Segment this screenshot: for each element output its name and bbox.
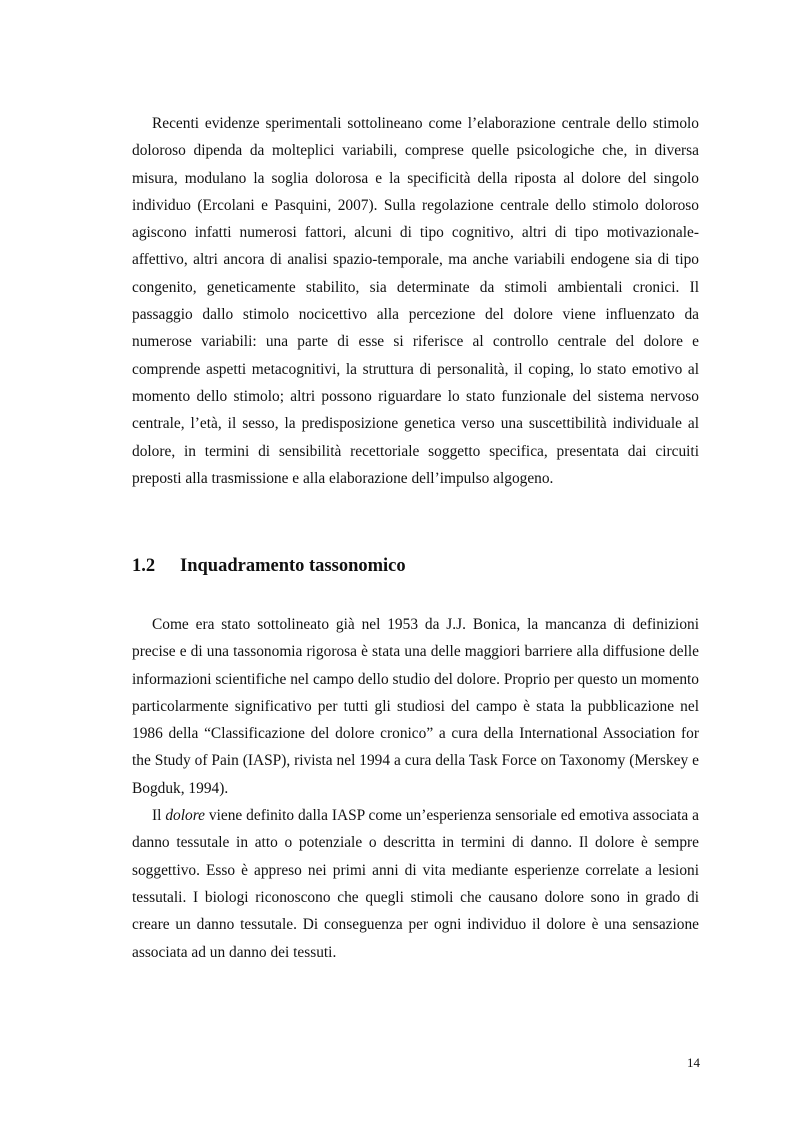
paragraph-3-rest: viene definito dalla IASP come un’esperienza sensoriale ed emotiva associata a danno tessutale in atto o potenziale o descritta in termini di danno. Il dolore è sempre soggettivo. Esso è appreso nei primi anni di vita mediante esperienze correlate a lesioni tessutali. I biologi riconoscono che quegli stimoli che causano dolore sono in grado di creare un danno tessutale. Di conseguenza per ogni individuo il dolore è una sensazione associata ad un danno dei tessuti.	[132, 807, 699, 961]
paragraph-3-lead: Il	[152, 807, 166, 825]
paragraph-3-emphasis: dolore	[165, 807, 205, 825]
section-heading	[132, 552, 406, 580]
paragraph-2: Come era stato sottolineato già nel 1953 da J.J. Bonica, la mancanza di definizioni precise e di una tassonomia rigorosa è stata una delle maggiori barriere alla diffusione delle informazioni scientifiche nel campo dello studio del dolore. Proprio per questo un momento particolarmente significativo per tutti gli studiosi del campo è stata la pubblicazione nel 1986 della “Classificazione del dolore cronico” a cura della International Association for the Study of Pain (IASP), rivista nel 1994 a cura della Task Force on Taxonomy (Merskey e Bogduk, 1994).	[132, 616, 699, 797]
page-number: 14	[687, 1055, 700, 1070]
paragraph-3	[132, 802, 699, 966]
section-title: Inquadramento tassonomico	[180, 556, 406, 576]
body-text-section	[132, 611, 699, 966]
section-number: 1.2	[132, 556, 156, 576]
body-text-top	[132, 110, 699, 492]
paragraph-1: Recenti evidenze sperimentali sottolineano come l’elaborazione centrale dello stimolo doloroso dipenda da molteplici variabili, comprese quelle psicologiche che, in diversa misura, modulano la soglia dolorosa e la specificità della riposta al dolore del singolo individuo (Ercolani e Pasquini, 2007). Sulla regolazione centrale dello stimolo doloroso agiscono infatti numerosi fattori, alcuni di tipo cognitivo, altri di tipo motivazionale-affettivo, altri ancora di analisi spazio-temporale, ma anche variabili endogene sia di tipo congenito, geneticamente stabilito, sia determinate da stimoli ambientali cronici. Il passaggio dallo stimolo nocicettivo alla percezione del dolore viene influenzato da numerose variabili: una parte di esse si riferisce al controllo centrale del dolore e comprende aspetti metacognitivi, la struttura di personalità, il coping, lo stato emotivo al momento dello stimolo; altri possono riguardare lo stato funzionale del sistema nervoso centrale, l’età, il sesso, la predisposizione genetica verso una suscettibilità individuale al dolore, in termini di sensibilità recettoriale soggetto specifica, presentata dai circuiti preposti alla trasmissione e alla elaborazione dell’impulso algogeno.	[132, 115, 699, 487]
